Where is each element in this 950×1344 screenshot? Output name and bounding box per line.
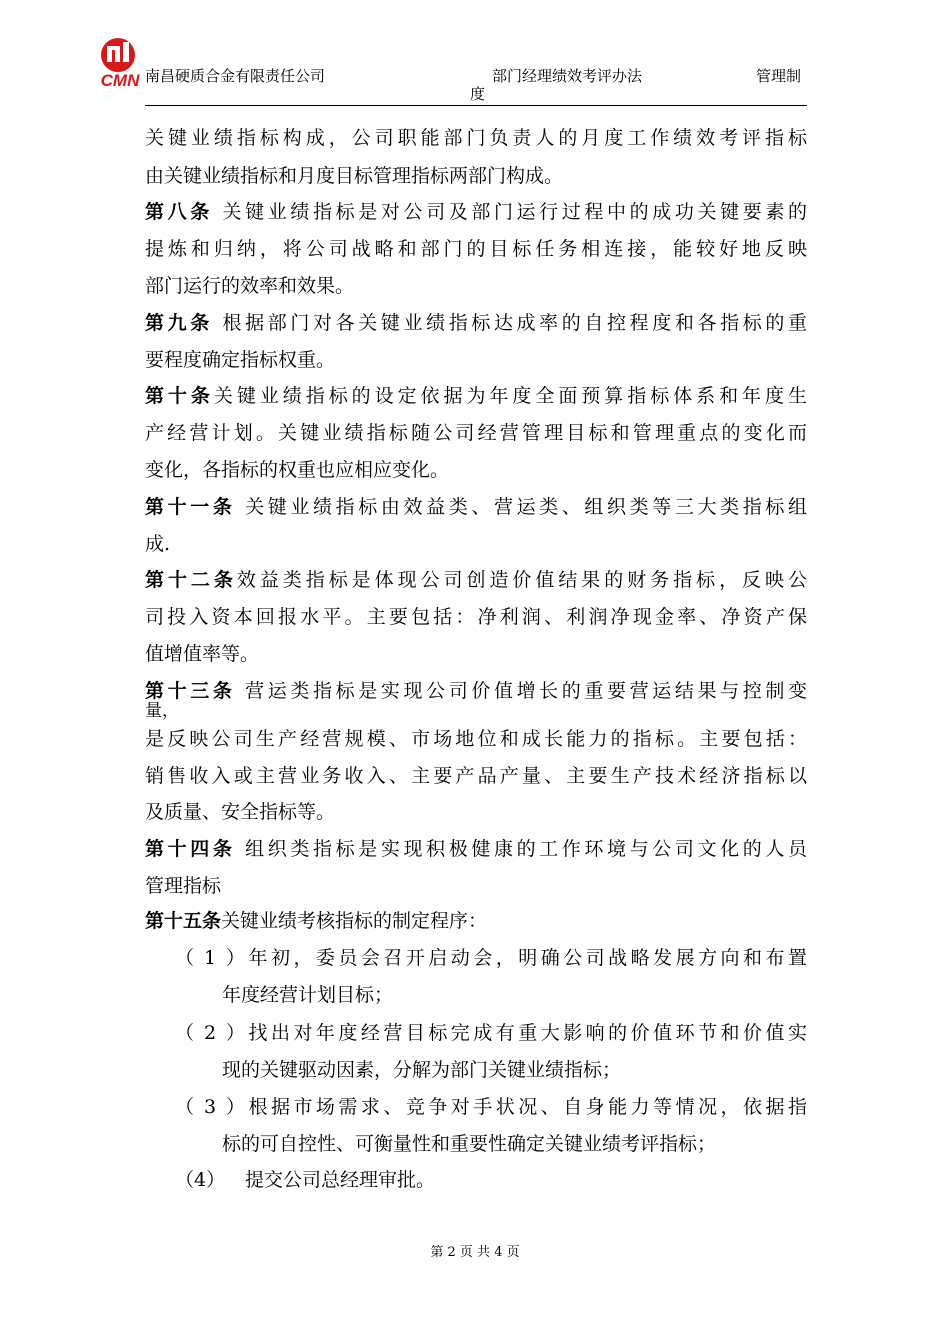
paragraph-line: 变化，各指标的权重也应相应变化。: [145, 459, 450, 481]
paragraph-line: 及质量、安全指标等。: [145, 801, 336, 823]
list-item-number: （2）: [175, 1022, 245, 1044]
article-15-label: 第十五条: [145, 910, 222, 932]
article-10-label: 第十条: [145, 385, 214, 407]
header-title-wrap: 度: [470, 85, 486, 103]
paragraph-line: 提炼和归纳，将公司战略和部门的目标任务相连接，能较好地反映: [145, 238, 807, 260]
article-14-label: 第十四条: [145, 838, 236, 860]
logo-text: CMN: [100, 71, 140, 90]
paragraph-line: 量，: [145, 701, 179, 721]
paragraph-line: 要程度确定指标权重。: [145, 349, 336, 371]
paragraph-line: 产经营计划。关键业绩指标随公司经营管理目标和管理重点的变化而: [145, 422, 807, 444]
article-13-label: 第十三条: [145, 680, 236, 702]
article-8-label: 第八条: [145, 201, 213, 223]
header-divider: [145, 105, 807, 106]
list-item-continuation: 现的关键驱动因素，分解为部门关键业绩指标；: [222, 1059, 622, 1081]
paragraph-line: 由关键业绩指标和月度目标管理指标两部门构成。: [145, 165, 564, 187]
article-13-line: 第十三条 营运类指标是实现公司价值增长的重要营运结果与控制变: [145, 680, 807, 702]
paragraph-line: 司投入资本回报水平。主要包括：净利润、利润净现金率、净资产保: [145, 606, 807, 628]
article-9-line: 第九条 根据部门对各关键业绩指标达成率的自控程度和各指标的重: [145, 312, 807, 334]
paragraph-line: 关键业绩指标构成，公司职能部门负责人的月度工作绩效考评指标: [145, 127, 807, 149]
header-right: 管理制: [756, 67, 802, 85]
list-item-number: （4）: [175, 1169, 226, 1191]
page-number: 第 2 页 共 4 页: [430, 1245, 520, 1260]
list-item-continuation: 标的可自控性、可衡量性和重要性确定关键业绩考评指标；: [222, 1133, 717, 1155]
list-item-continuation: 年度经营计划目标；: [222, 984, 394, 1006]
paragraph-line: 值增值率等。: [145, 643, 260, 665]
paragraph-line: 管理指标: [145, 875, 222, 897]
paragraph-line: 销售收入或主营业务收入、主要产品产量、主要生产技术经济指标以: [145, 765, 807, 787]
paragraph-line: 是反映公司生产经营规模、市场地位和成长能力的指标。主要包括：: [145, 728, 807, 750]
article-14-line: 第十四条 组织类指标是实现积极健康的工作环境与公司文化的人员: [145, 838, 807, 860]
article-9-label: 第九条: [145, 312, 213, 334]
paragraph-line: 部门运行的效率和效果。: [145, 275, 355, 297]
list-item: （3）根据市场需求、竞争对手状况、自身能力等情况，依据指: [175, 1096, 807, 1118]
list-item: （4） 提交公司总经理审批。: [175, 1169, 436, 1191]
cmn-logo: [94, 34, 146, 90]
list-item-number: （3）: [175, 1096, 245, 1118]
article-12-label: 第十二条: [145, 569, 237, 591]
list-item: （2）找出对年度经营目标完成有重大影响的价值环节和价值实: [175, 1022, 807, 1044]
article-10-line: 第十条关键业绩指标的设定依据为年度全面预算指标体系和年度生: [145, 385, 807, 407]
header-company: 南昌硬质合金有限责任公司: [145, 67, 326, 85]
article-11-line: 第十一条 关键业绩指标由效益类、营运类、组织类等三大类指标组: [145, 496, 807, 518]
article-8-line: 第八条 关键业绩指标是对公司及部门运行过程中的成功关键要素的: [145, 201, 807, 223]
header-title: 部门经理绩效考评办法: [492, 67, 643, 85]
list-item: （1）年初，委员会召开启动会，明确公司战略发展方向和布置: [175, 947, 807, 969]
paragraph-line: 成.: [145, 533, 171, 555]
list-item-number: （1）: [175, 947, 245, 969]
article-11-label: 第十一条: [145, 496, 236, 518]
article-15-line: 第十五条关键业绩考核指标的制定程序：: [145, 910, 488, 932]
article-12-line: 第十二条效益类指标是体现公司创造价值结果的财务指标，反映公: [145, 569, 807, 591]
